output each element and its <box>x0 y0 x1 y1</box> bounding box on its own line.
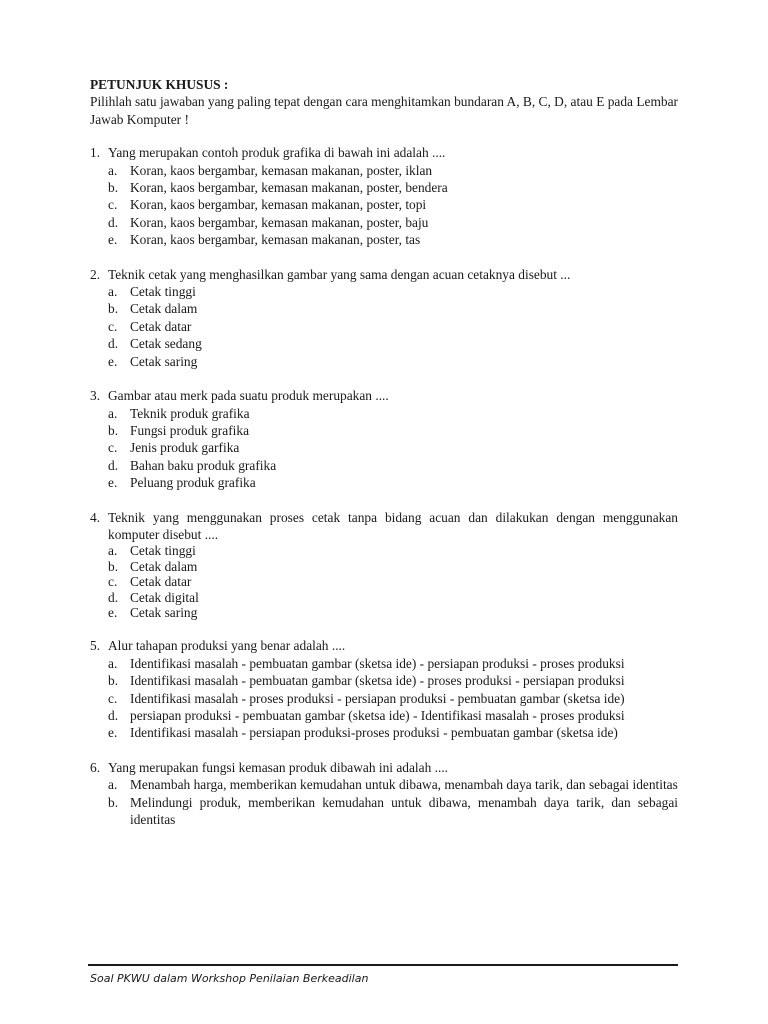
answer-option-b: b. Koran, kaos bergambar, kemasan makanan, poster, bendera <box>108 180 448 196</box>
question-5 <box>90 637 678 741</box>
answer-option-b: b. Fungsi produk grafika <box>108 422 250 438</box>
answer-option-d: d. Cetak digital <box>108 589 199 605</box>
answer-option-a: a. Cetak tinggi <box>108 543 196 559</box>
answer-option-b: b. Identifikasi masalah - pembuatan gambar (sketsa ide) - proses produksi - persiapan produksi <box>108 673 625 689</box>
answer-option-d: d. Bahan baku produk grafika <box>108 457 277 473</box>
question-text: Yang merupakan fungsi kemasan produk dibawah ini adalah .... <box>108 759 449 775</box>
answer-option-d: d. persiapan produksi - pembuatan gambar (sketsa ide) - Identifikasi masalah - proses produksi <box>108 708 625 723</box>
question-number: 1. <box>90 145 101 161</box>
question-text: Teknik cetak yang menghasilkan gambar yang sama dengan acuan cetaknya disebut ... <box>108 266 571 282</box>
question-3 <box>90 387 678 491</box>
instruction-text: Pilihlah satu jawaban yang paling tepat dengan cara menghitamkan bundaran A, B, C, D, atau E pada Lembar Jawab Komputer ! <box>90 94 678 127</box>
question-number: 4. <box>90 509 101 525</box>
answer-option-e: e. Peluang produk grafika <box>108 475 256 491</box>
question-number: 6. <box>90 759 101 775</box>
answer-option-c: c. Cetak datar <box>108 574 192 590</box>
footer-caption: Soal PKWU dalam Workshop Penilaian Berkeadilan <box>90 972 369 985</box>
question-number: 2. <box>90 266 101 282</box>
answer-option-d: d. Cetak sedang <box>108 336 202 352</box>
answer-option-a: a. Cetak tinggi <box>108 284 196 300</box>
answer-option-e: e. Identifikasi masalah - persiapan produksi-proses produksi - pembuatan gambar (sketsa ide) <box>108 725 618 741</box>
answer-option-b: b. Cetak dalam <box>108 301 198 317</box>
answer-option-c: c. Jenis produk garfika <box>108 440 240 456</box>
question-text: Gambar atau merk pada suatu produk merupakan .... <box>108 388 389 404</box>
document-page <box>90 76 678 845</box>
footer-divider <box>88 964 678 966</box>
answer-option-e: e. Cetak saring <box>108 353 198 369</box>
question-text: Yang merupakan contoh produk grafika di bawah ini adalah .... <box>108 145 446 161</box>
question-2 <box>90 266 678 370</box>
question-6 <box>90 759 678 829</box>
question-4 <box>90 509 678 621</box>
question-number: 5. <box>90 638 101 654</box>
answer-option-e: e. Koran, kaos bergambar, kemasan makanan, poster, tas <box>108 232 421 248</box>
answer-option-a: a. Teknik produk grafika <box>108 405 250 421</box>
instruction-heading: PETUNJUK KHUSUS : <box>90 77 229 92</box>
answer-option-a: a. Menambah harga, memberikan kemudahan untuk dibawa, menambah daya tarik, dan sebagai identitas <box>108 777 678 793</box>
question-1 <box>90 144 678 248</box>
answer-option-c: c. Cetak datar <box>108 318 192 334</box>
answer-option-e: e. Cetak saring <box>108 604 198 620</box>
question-text: Teknik yang menggunakan proses cetak tanpa bidang acuan dan dilakukan dengan menggunakan komputer disebut .... <box>108 509 678 542</box>
answer-option-b: b. Cetak dalam <box>108 558 198 574</box>
question-text: Alur tahapan produksi yang benar adalah .... <box>108 638 346 654</box>
answer-option-b: b. Melindungi produk, memberikan kemudahan untuk dibawa, menambah daya tarik, dan sebagai identitas <box>108 794 678 828</box>
answer-option-c: c. Koran, kaos bergambar, kemasan makanan, poster, topi <box>108 197 427 213</box>
answer-option-a: a. Identifikasi masalah - pembuatan gambar (sketsa ide) - persiapan produksi - proses produksi <box>108 655 625 671</box>
question-number: 3. <box>90 388 101 404</box>
answer-option-a: a. Koran, kaos bergambar, kemasan makanan, poster, iklan <box>108 162 433 178</box>
answer-option-d: d. Koran, kaos bergambar, kemasan makanan, poster, baju <box>108 214 429 230</box>
answer-option-c: c. Identifikasi masalah - proses produksi - persiapan produksi - pembuatan gambar (sketsa ide) <box>108 690 625 706</box>
